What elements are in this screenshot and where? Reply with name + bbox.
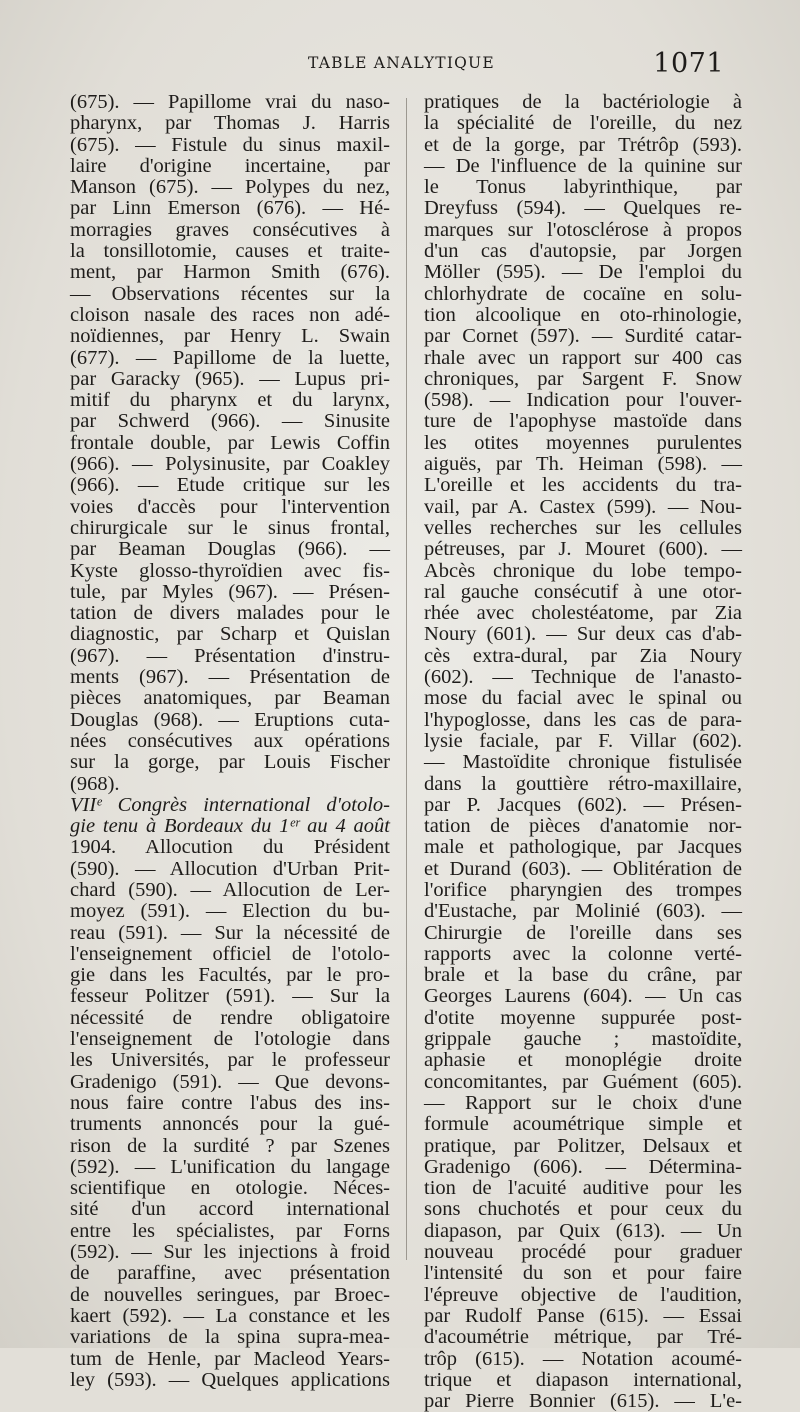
text-line: entre les spécialistes, par Forns <box>70 1219 390 1242</box>
text-line: sur la gorge, par Louis Fischer <box>70 751 390 774</box>
text-line: scientifique en otologie. Néces- <box>70 1177 390 1200</box>
text-line: fesseur Politzer (591). — Sur la <box>70 985 390 1008</box>
text-line: les otites moyennes purulentes <box>424 431 742 454</box>
text-line: sité d'un accord international <box>70 1198 390 1221</box>
text-line: velles recherches sur les cellules <box>424 516 742 539</box>
text-line: d'otite moyenne suppurée post- <box>424 1006 742 1029</box>
text-line: grippale gauche ; mastoïdite, <box>424 1028 742 1051</box>
text-line: les Universités, par le professeur <box>70 1049 390 1072</box>
text-line: formule acoumétrique simple et <box>424 1113 742 1136</box>
text-line: (592). — L'unification du langage <box>70 1155 390 1178</box>
text-line: d'un cas d'autopsie, par Jorgen <box>424 240 742 263</box>
text-line: Gradenigo (591). — Que devons- <box>70 1070 390 1093</box>
text-line: tion de l'acuité auditive pour les <box>424 1177 742 1200</box>
text-line: d'acoumétrie métrique, par Tré- <box>424 1326 742 1349</box>
text-line: tule, par Myles (967). — Présen- <box>70 580 390 603</box>
text-line: vail, par A. Castex (599). — Nou- <box>424 495 742 518</box>
text-line: brale et la base du crâne, par <box>424 964 742 987</box>
text-line: la spécialité de l'oreille, du nez <box>424 112 742 135</box>
text-line: (598). — Indication pour l'ouver- <box>424 389 742 412</box>
section-heading-line: VIIᵉ Congrès international d'otolo- <box>70 793 390 816</box>
text-line: Dreyfuss (594). — Quelques re- <box>424 197 742 220</box>
text-line: frontale double, par Lewis Coffin <box>70 431 390 454</box>
text-line: Manson (675). — Polypes du nez, <box>70 176 390 199</box>
text-line: par Rudolf Panse (615). — Essai <box>424 1304 742 1327</box>
text-line: l'hypoglosse, dans les cas de para- <box>424 708 742 731</box>
text-line: mitif du pharynx et du larynx, <box>70 389 390 412</box>
text-line: (592). — Sur les injections à froid <box>70 1241 390 1264</box>
text-line: l'épreuve objective de l'audition, <box>424 1283 742 1306</box>
text-line: Abcès chronique du lobe tempo- <box>424 559 742 582</box>
text-line: cloison nasale des races non adé- <box>70 303 390 326</box>
text-line: pharynx, par Thomas J. Harris <box>70 112 390 135</box>
text-line: (968). <box>70 772 120 795</box>
text-line: par Pierre Bonnier (615). — L'e- <box>424 1390 742 1412</box>
running-head: TABLE ANALYTIQUE <box>308 54 495 72</box>
text-line: kaert (592). — La constance et les <box>70 1304 390 1327</box>
page-header <box>0 50 800 82</box>
text-line: variations de la spina supra-mea- <box>70 1326 390 1349</box>
text-line: 1904. Allocution du Président <box>70 836 390 859</box>
text-line: par Cornet (597). — Surdité catar- <box>424 325 742 348</box>
text-line: laire d'origine incertaine, par <box>70 154 390 177</box>
text-line: l'orifice pharyngien des trompes <box>424 878 742 901</box>
text-line: ture de l'apophyse mastoïde dans <box>424 410 742 433</box>
text-line: l'enseignement de l'otologie dans <box>70 1028 390 1051</box>
text-line: marques sur l'otosclérose à propos <box>424 218 742 241</box>
text-line: rison de la surdité ? par Szenes <box>70 1134 390 1157</box>
text-line: (590). — Allocution d'Urban Prit- <box>70 857 390 880</box>
text-line: (967). — Présentation d'instru- <box>70 644 390 667</box>
text-line: morragies graves consécutives à <box>70 218 390 241</box>
text-line: concomitantes, par Guément (605). <box>424 1070 742 1093</box>
text-line: tation de pièces d'anatomie nor- <box>424 815 742 838</box>
text-line: aiguës, par Th. Heiman (598). — <box>424 453 742 476</box>
text-line: pratique, par Politzer, Delsaux et <box>424 1134 742 1157</box>
text-line: rapports avec la colonne verté- <box>424 942 742 965</box>
text-line: — Rapport sur le choix d'une <box>424 1091 742 1114</box>
text-line: l'intensité du son et pour faire <box>424 1262 742 1285</box>
text-line: par Schwerd (966). — Sinusite <box>70 410 390 433</box>
text-line: cès extra-dural, par Zia Noury <box>424 644 742 667</box>
right-column <box>424 92 742 1412</box>
text-line: (677). — Papillome de la luette, <box>70 346 390 369</box>
text-line: nouveau procédé pour graduer <box>424 1241 742 1264</box>
left-column <box>70 92 390 1391</box>
text-line: pièces anatomiques, par Beaman <box>70 687 390 710</box>
text-line: trôp (615). — Notation acoumé- <box>424 1347 742 1370</box>
text-line: (966). — Etude critique sur les <box>70 474 390 497</box>
column-divider <box>406 98 407 1260</box>
text-line: Kyste glosso-thyroïdien avec fis- <box>70 559 390 582</box>
text-line: ments (967). — Présentation de <box>70 666 390 689</box>
text-line: nécessité de rendre obligatoire <box>70 1006 390 1029</box>
text-line: Georges Laurens (604). — Un cas <box>424 985 742 1008</box>
text-line: de nouvelles seringues, par Broec- <box>70 1283 390 1306</box>
text-line: dans la gouttière rétro-maxillaire, <box>424 772 742 795</box>
text-line: trique et diapason international, <box>424 1368 742 1391</box>
text-line: Möller (595). — De l'emploi du <box>424 261 742 284</box>
text-line: d'Eustache, par Molinié (603). — <box>424 900 742 923</box>
text-line: et de la gorge, par Trétrôp (593). <box>424 133 742 156</box>
text-line: l'enseignement officiel de l'otolo- <box>70 942 390 965</box>
text-line: ment, par Harmon Smith (676). <box>70 261 390 284</box>
text-line: par Beaman Douglas (966). — <box>70 538 390 561</box>
text-line: tation de divers malades pour le <box>70 602 390 625</box>
text-line: rhale avec un rapport sur 400 cas <box>424 346 742 369</box>
text-line: — Mastoïdite chronique fistulisée <box>424 751 742 774</box>
text-line: sons chuchotés et pour ceux du <box>424 1198 742 1221</box>
text-line: par P. Jacques (602). — Présen- <box>424 793 742 816</box>
section-heading-line: gie tenu à Bordeaux du 1ᵉʳ au 4 août <box>70 815 390 838</box>
text-line: rhée avec cholestéatome, par Zia <box>424 602 742 625</box>
text-line: lysie faciale, par F. Villar (602). <box>424 729 742 752</box>
text-line: noïdiennes, par Henry L. Swain <box>70 325 390 348</box>
text-line: Gradenigo (606). — Détermina- <box>424 1155 742 1178</box>
text-line: (675). — Fistule du sinus maxil- <box>70 133 390 156</box>
text-line: diapason, par Quix (613). — Un <box>424 1219 742 1242</box>
text-line: male et pathologique, par Jacques <box>424 836 742 859</box>
text-line: (966). — Polysinusite, par Coakley <box>70 453 390 476</box>
text-line: et Durand (603). — Oblitération de <box>424 857 742 880</box>
text-line: pétreuses, par J. Mouret (600). — <box>424 538 742 561</box>
text-line: (602). — Technique de l'anasto- <box>424 666 742 689</box>
text-line: pratiques de la bactériologie à <box>424 91 742 113</box>
text-line: mose du facial avec le spinal ou <box>424 687 742 710</box>
text-line: — Observations récentes sur la <box>70 282 390 305</box>
text-line: truments annoncés pour la gué- <box>70 1113 390 1136</box>
text-line: tion alcoolique en oto-rhinologie, <box>424 303 742 326</box>
text-line: voies d'accès pour l'intervention <box>70 495 390 518</box>
text-line: chlorhydrate de cocaïne en solu- <box>424 282 742 305</box>
text-line: L'oreille et les accidents du tra- <box>424 474 742 497</box>
text-line: de paraffine, avec présentation <box>70 1262 390 1285</box>
text-line: nées consécutives aux opérations <box>70 729 390 752</box>
text-line: diagnostic, par Scharp et Quislan <box>70 623 390 646</box>
text-line: par Linn Emerson (676). — Hé- <box>70 197 390 220</box>
text-line: chroniques, par Sargent F. Snow <box>424 367 742 390</box>
text-line: Chirurgie de l'oreille dans ses <box>424 921 742 944</box>
text-line: ley (593). — Quelques applications <box>70 1368 390 1391</box>
text-line: aphasie et monoplégie droite <box>424 1049 742 1072</box>
text-line: Douglas (968). — Eruptions cuta- <box>70 708 390 731</box>
text-line: la tonsillotomie, causes et traite- <box>70 240 390 263</box>
text-line: chirurgicale sur le sinus frontal, <box>70 516 390 539</box>
text-line: par Garacky (965). — Lupus pri- <box>70 367 390 390</box>
text-line: Noury (601). — Sur deux cas d'ab- <box>424 623 742 646</box>
text-line: moyez (591). — Election du bu- <box>70 900 390 923</box>
text-line: le Tonus labyrinthique, par <box>424 176 742 199</box>
text-line: gie dans les Facultés, par le pro- <box>70 964 390 987</box>
page-number: 1071 <box>653 48 724 79</box>
text-line: chard (590). — Allocution de Ler- <box>70 878 390 901</box>
text-line: nous faire contre l'abus des ins- <box>70 1091 390 1114</box>
text-line: — De l'influence de la quinine sur <box>424 154 742 177</box>
text-line: ral gauche consécutif à une otor- <box>424 580 742 603</box>
text-line: (675). — Papillome vrai du naso- <box>70 91 390 113</box>
text-line: tum de Henle, par Macleod Years- <box>70 1347 390 1370</box>
text-line: reau (591). — Sur la nécessité de <box>70 921 390 944</box>
